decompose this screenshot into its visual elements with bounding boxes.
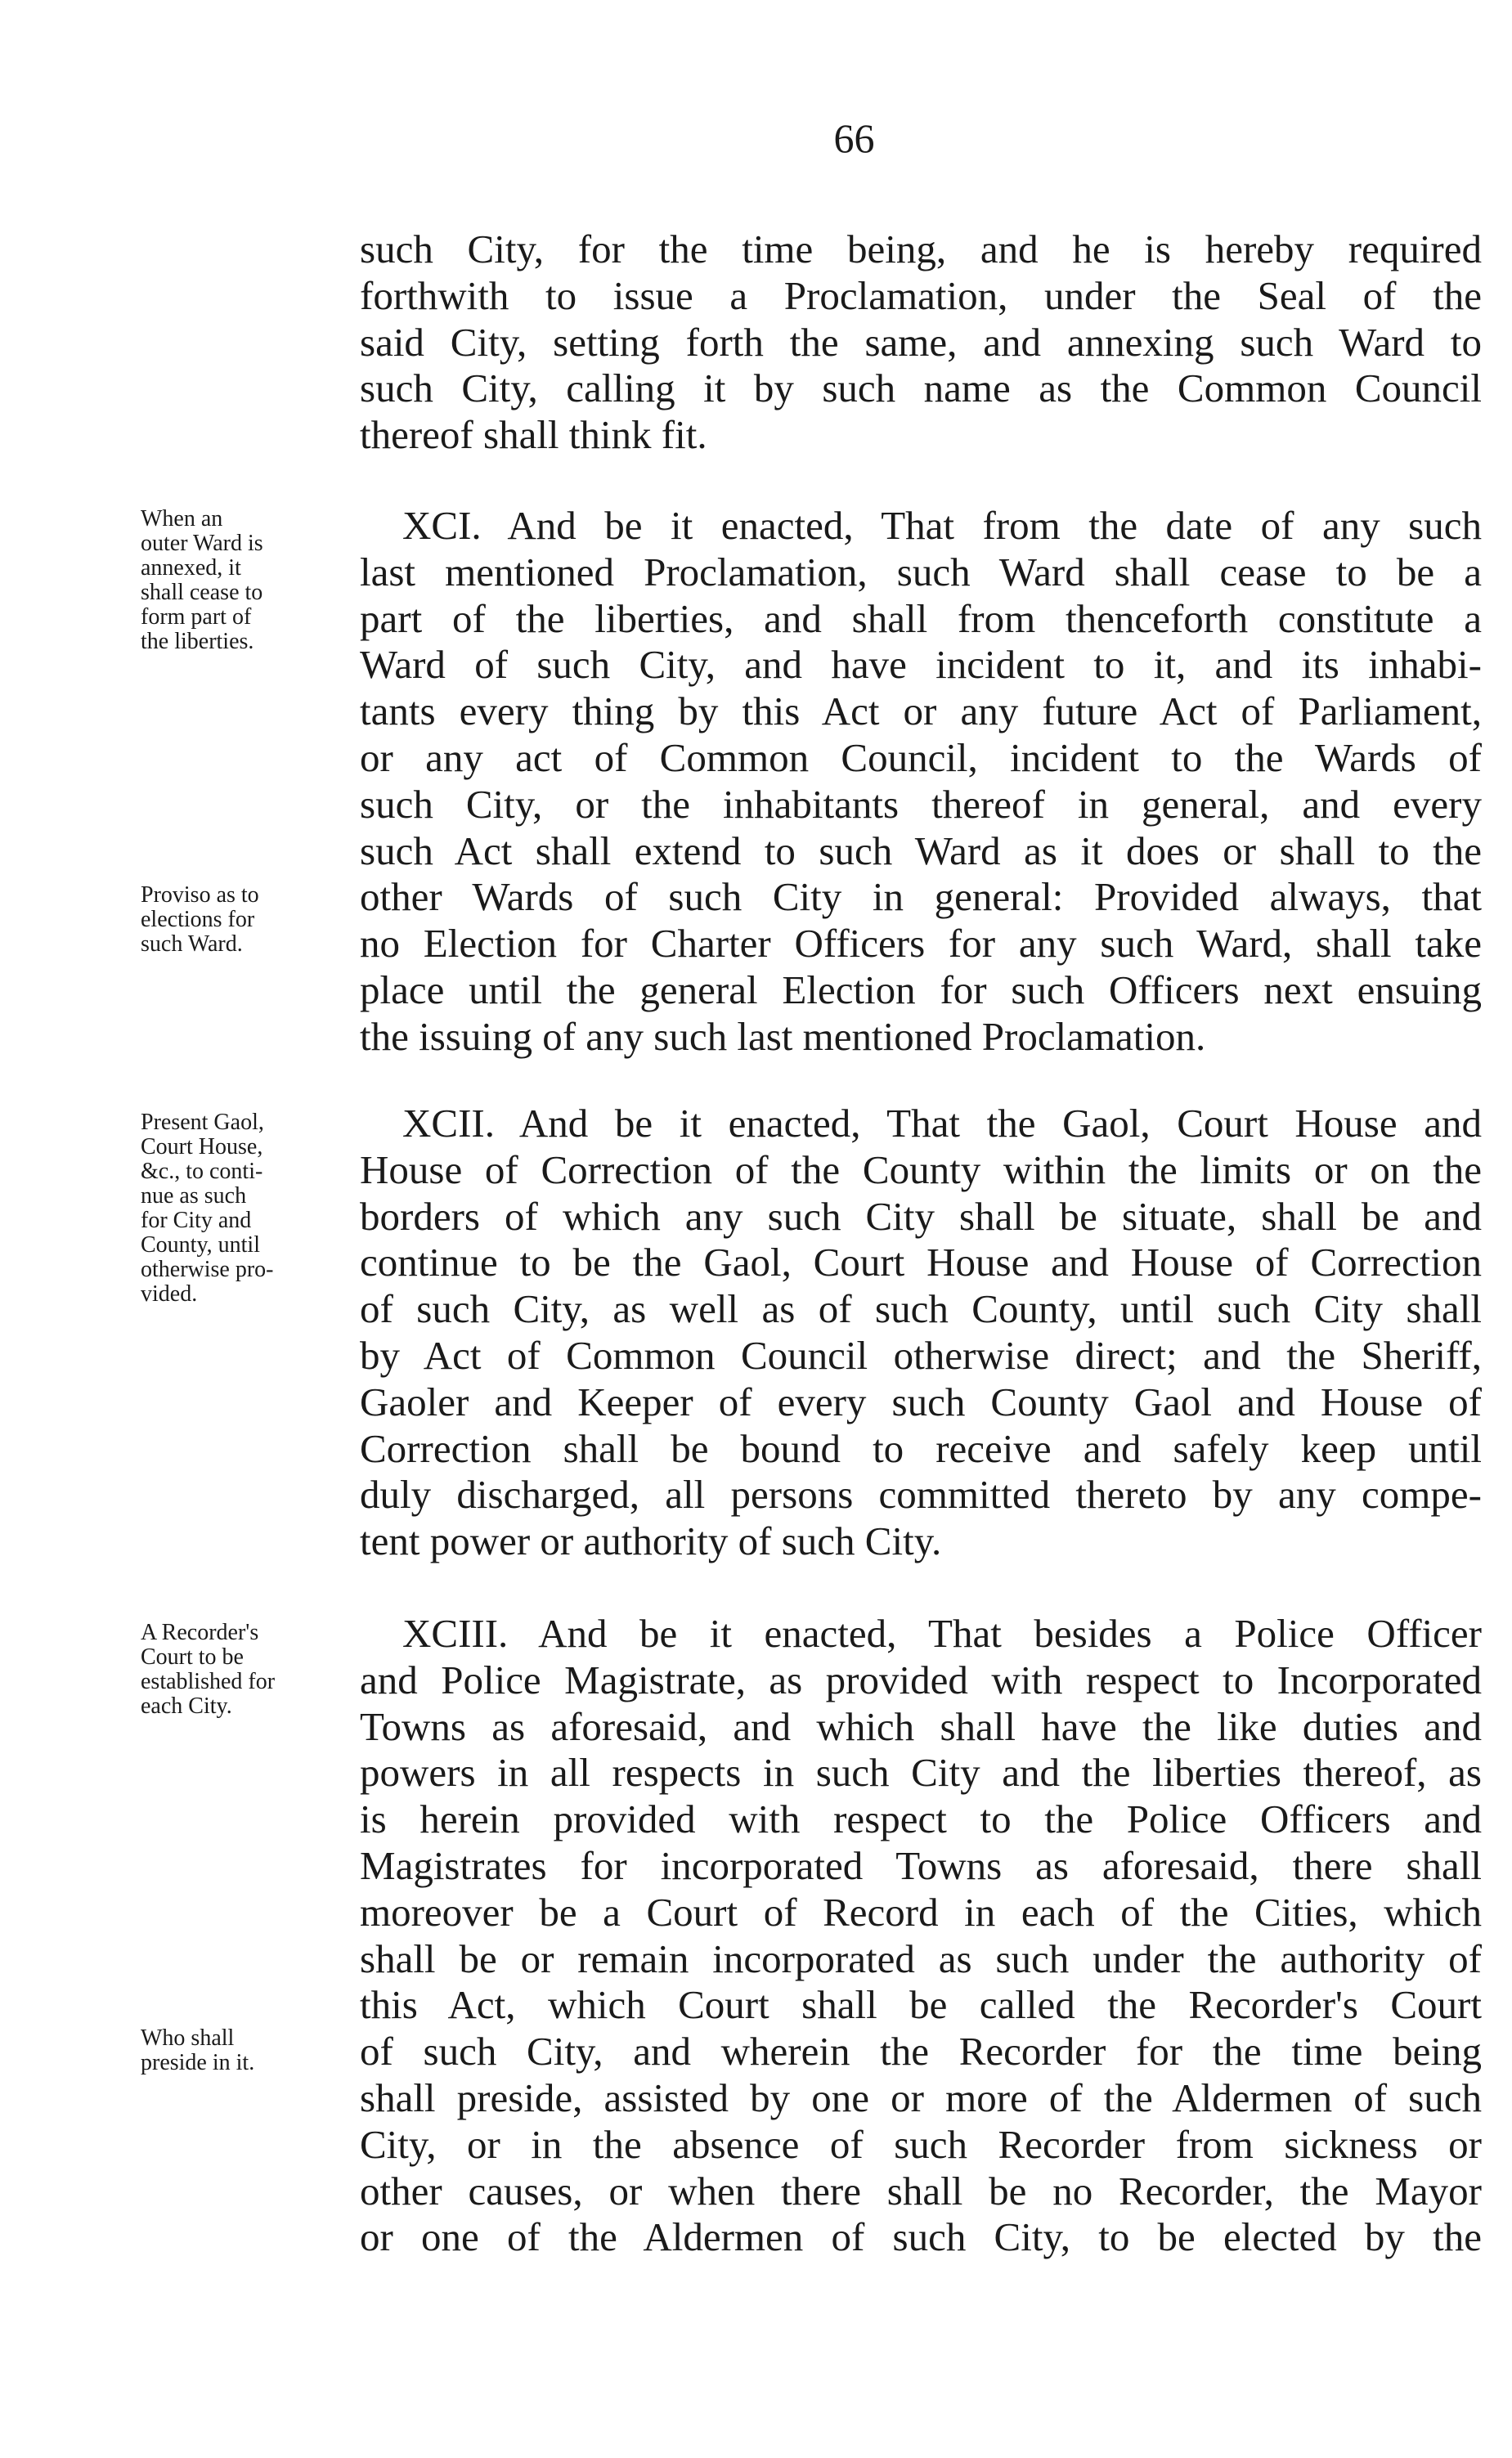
- text-line: moreover be a Court of Record in each of the Cities, which: [360, 1889, 1482, 1935]
- margin-note-line: Court to be: [141, 1644, 244, 1670]
- text-line: shall be or remain incorporated as such under the authority of: [360, 1935, 1482, 1981]
- section-heading-line: XCII. And be it enacted, That the Gaol, Court House and: [402, 1101, 1482, 1146]
- text-line: House of Correction of the County within the limits or on the: [360, 1146, 1482, 1192]
- margin-note-present-gaol: [141, 1110, 341, 1307]
- text-line: no Election for Charter Officers for any such Ward, shall take: [360, 921, 1482, 967]
- margin-note-who-preside: [141, 2026, 341, 2075]
- margin-note-line: annexed, it: [141, 555, 241, 581]
- section-xci: [360, 503, 1482, 1061]
- text-line: Towns as aforesaid, and which shall have the like duties and: [360, 1703, 1482, 1749]
- text-line: thereof shall think fit.: [360, 412, 707, 458]
- text-line: Ward of such City, and have incident to it, and its inhabi-: [360, 642, 1482, 688]
- text-line: City, or in the absence of such Recorder from sickness or: [360, 2121, 1482, 2167]
- text-line: said City, setting forth the same, and annexing such Ward to: [360, 319, 1482, 365]
- section-heading-line: XCI. And be it enacted, That from the date of any such: [402, 503, 1482, 548]
- margin-note-line: outer Ward is: [141, 531, 263, 556]
- margin-note-line: each City.: [141, 1693, 232, 1719]
- page-number: 66: [833, 115, 875, 161]
- margin-note-line: County, until: [141, 1232, 260, 1258]
- margin-note-line: Present Gaol,: [141, 1110, 264, 1135]
- margin-note-proviso-elections: [141, 883, 341, 957]
- text-line: last mentioned Proclamation, such Ward shall cease to be a: [360, 549, 1482, 594]
- text-line: place until the general Election for such Officers next ensuing: [360, 967, 1482, 1012]
- text-line: such City, or the inhabitants thereof in general, and every: [360, 781, 1482, 827]
- text-line: Magistrates for incorporated Towns as aforesaid, there shall: [360, 1842, 1482, 1888]
- section-heading-line: XCIII. And be it enacted, That besides a Police Officer: [402, 1611, 1482, 1656]
- margin-note-line: the liberties.: [141, 629, 254, 654]
- text-line: the issuing of any such last mentioned Proclamation.: [360, 1013, 1206, 1059]
- margin-note-line: vided.: [141, 1281, 198, 1307]
- text-line: other Wards of such City in general: Provided always, that: [360, 874, 1482, 920]
- text-line: part of the liberties, and shall from thenceforth constitute a: [360, 595, 1482, 641]
- text-line: duly discharged, all persons committed thereto by any compe-: [360, 1472, 1482, 1518]
- margin-note-line: Proviso as to: [141, 882, 259, 908]
- text-line: such City, for the time being, and he is hereby required: [360, 227, 1482, 271]
- text-line: forthwith to issue a Proclamation, under the Seal of the: [360, 272, 1482, 318]
- text-line: tants every thing by this Act or any future Act of Parliament,: [360, 689, 1482, 734]
- margin-note-line: When an: [141, 506, 223, 532]
- margin-note-ward-annexed: [141, 507, 341, 654]
- margin-note-line: such Ward.: [141, 931, 243, 957]
- text-line: and Police Magistrate, as provided with respect to Incorporated: [360, 1657, 1482, 1702]
- margin-note-line: Court House,: [141, 1134, 263, 1159]
- text-line: such Act shall extend to such Ward as it does or shall to the: [360, 828, 1482, 873]
- margin-note-line: elections for: [141, 907, 255, 932]
- text-line: powers in all respects in such City and the liberties thereof, as: [360, 1750, 1482, 1796]
- text-line: by Act of Common Council otherwise direct; and the Sheriff,: [360, 1332, 1482, 1378]
- margin-note-recorders-court: [141, 1621, 341, 1719]
- text-line: borders of which any such City shall be situate, shall be and: [360, 1193, 1482, 1239]
- text-line: Correction shall be bound to receive and safely keep until: [360, 1425, 1482, 1471]
- margin-note-line: shall cease to: [141, 580, 263, 605]
- margin-note-line: Who shall: [141, 2025, 235, 2051]
- margin-note-line: &c., to conti-: [141, 1159, 263, 1184]
- text-line: other causes, or when there shall be no Recorder, the Mayor: [360, 2168, 1482, 2214]
- section-xcii: [360, 1101, 1482, 1565]
- margin-note-line: form part of: [141, 604, 252, 630]
- text-line: tent power or authority of such City.: [360, 1518, 942, 1564]
- text-line: is herein provided with respect to the Police Officers and: [360, 1796, 1482, 1842]
- text-line: or one of the Aldermen of such City, to be elected by the: [360, 2214, 1482, 2260]
- section-xciii: [360, 1611, 1482, 2261]
- text-line: Gaoler and Keeper of every such County Gaol and House of: [360, 1379, 1482, 1424]
- margin-note-line: nue as such: [141, 1183, 247, 1209]
- paragraph-continuation: [360, 227, 1482, 459]
- text-line: such City, calling it by such name as the Common Council: [360, 366, 1482, 411]
- margin-note-line: for City and: [141, 1208, 252, 1233]
- margin-note-line: otherwise pro-: [141, 1257, 274, 1282]
- text-line: this Act, which Court shall be called the Recorder's Court: [360, 1982, 1482, 2028]
- margin-note-line: established for: [141, 1669, 276, 1694]
- text-line: of such City, and wherein the Recorder for the time being: [360, 2029, 1482, 2074]
- text-line: shall preside, assisted by one or more of the Aldermen of such: [360, 2074, 1482, 2120]
- text-line: of such City, as well as of such County, until such City shall: [360, 1286, 1482, 1332]
- margin-note-line: preside in it.: [141, 2050, 255, 2075]
- text-line: or any act of Common Council, incident to the Wards of: [360, 734, 1482, 780]
- margin-note-line: A Recorder's: [141, 1620, 259, 1645]
- text-line: continue to be the Gaol, Court House and House of Correction: [360, 1240, 1482, 1285]
